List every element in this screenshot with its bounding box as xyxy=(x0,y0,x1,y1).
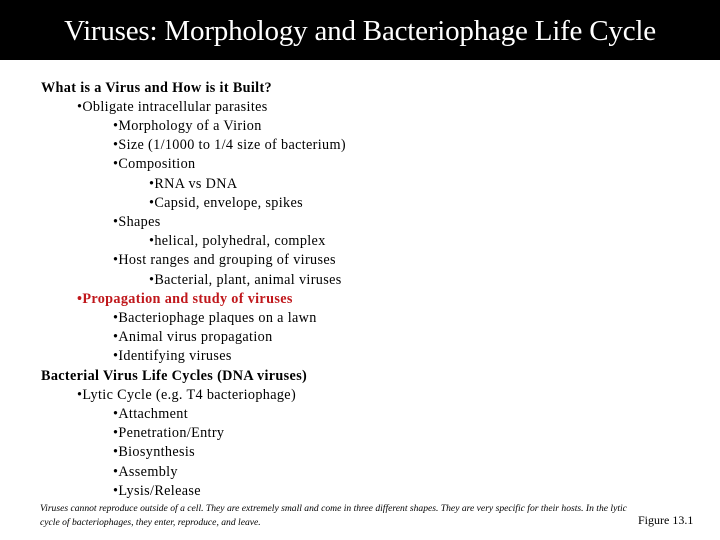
outline-item xyxy=(113,136,346,154)
bullet-glyph: • xyxy=(113,214,119,230)
outline-item xyxy=(113,328,273,346)
outline-text: Attachment xyxy=(118,406,189,422)
outline-text: Lysis/Release xyxy=(118,483,201,499)
outline-item xyxy=(113,443,195,461)
outline-text: Capsid, envelope, spikes xyxy=(154,195,304,211)
outline-item xyxy=(113,309,317,327)
bullet-glyph: • xyxy=(77,291,83,307)
heading-what-is-a-virus xyxy=(41,79,272,97)
outline-text: helical, polyhedral, complex xyxy=(154,233,326,249)
outline-item xyxy=(113,463,178,481)
bullet-glyph: • xyxy=(113,252,119,268)
heading-life-cycles xyxy=(41,367,307,385)
bullet-glyph: • xyxy=(113,483,119,499)
bullet-glyph: • xyxy=(77,99,83,115)
bullet-glyph: • xyxy=(113,425,119,441)
outline-text: Shapes xyxy=(118,214,161,230)
outline-text: Obligate intracellular parasites xyxy=(82,99,268,115)
bullet-glyph: • xyxy=(113,156,119,172)
outline-item xyxy=(113,155,196,173)
slide-title: Viruses: Morphology and Bacteriophage Life Cycle xyxy=(64,15,656,47)
outline-item-highlighted xyxy=(77,290,293,308)
outline-item xyxy=(113,405,188,423)
outline-item xyxy=(149,175,237,193)
outline-item xyxy=(149,194,303,212)
slide-caption: Viruses cannot reproduce outside of a cell. They are extremely small and come in three different shapes. They are very specific for their hosts. In the lytic cycle of bacteriophages, they enter, reproduce, and leave. xyxy=(40,503,627,528)
outline-text: Bacteriophage plaques on a lawn xyxy=(118,310,317,326)
bullet-glyph: • xyxy=(113,444,119,460)
outline-item xyxy=(149,271,342,289)
bullet-glyph: • xyxy=(77,387,83,403)
outline-text: Morphology of a Virion xyxy=(118,118,262,134)
bullet-glyph: • xyxy=(113,118,119,134)
bullet-glyph: • xyxy=(113,329,119,345)
outline-text: RNA vs DNA xyxy=(154,176,238,192)
outline-text: Bacterial Virus Life Cycles (DNA viruses) xyxy=(41,368,308,384)
bullet-glyph: • xyxy=(149,195,155,211)
outline-item xyxy=(113,347,232,365)
outline-text: Host ranges and grouping of viruses xyxy=(118,252,336,268)
figure-label: Figure 13.1 xyxy=(638,513,694,527)
outline-text: Composition xyxy=(118,156,196,172)
bullet-glyph: • xyxy=(113,137,119,153)
title-bar xyxy=(0,0,720,60)
outline-text: Animal virus propagation xyxy=(118,329,273,345)
outline-item xyxy=(149,232,326,250)
outline-text: Size (1/1000 to 1/4 size of bacterium) xyxy=(118,137,346,153)
outline-item xyxy=(113,117,262,135)
outline-item xyxy=(77,386,296,404)
bullet-glyph: • xyxy=(113,464,119,480)
outline-text: Assembly xyxy=(118,464,178,480)
outline-item xyxy=(113,213,161,231)
outline-text: Bacterial, plant, animal viruses xyxy=(154,272,342,288)
outline-item xyxy=(113,251,336,269)
outline-text: Biosynthesis xyxy=(118,444,196,460)
outline-text: What is a Virus and How is it Built? xyxy=(41,80,272,96)
outline-text: Penetration/Entry xyxy=(118,425,225,441)
outline-item xyxy=(113,482,201,500)
outline-item xyxy=(77,98,268,116)
outline-item xyxy=(113,424,224,442)
bullet-glyph: • xyxy=(149,233,155,249)
bullet-glyph: • xyxy=(113,406,119,422)
outline-text: Lytic Cycle (e.g. T4 bacteriophage) xyxy=(82,387,297,403)
outline-text: Identifying viruses xyxy=(118,348,232,364)
bullet-glyph: • xyxy=(113,348,119,364)
bullet-glyph: • xyxy=(149,272,155,288)
bullet-glyph: • xyxy=(113,310,119,326)
outline-text: Propagation and study of viruses xyxy=(82,291,293,307)
bullet-glyph: • xyxy=(149,176,155,192)
